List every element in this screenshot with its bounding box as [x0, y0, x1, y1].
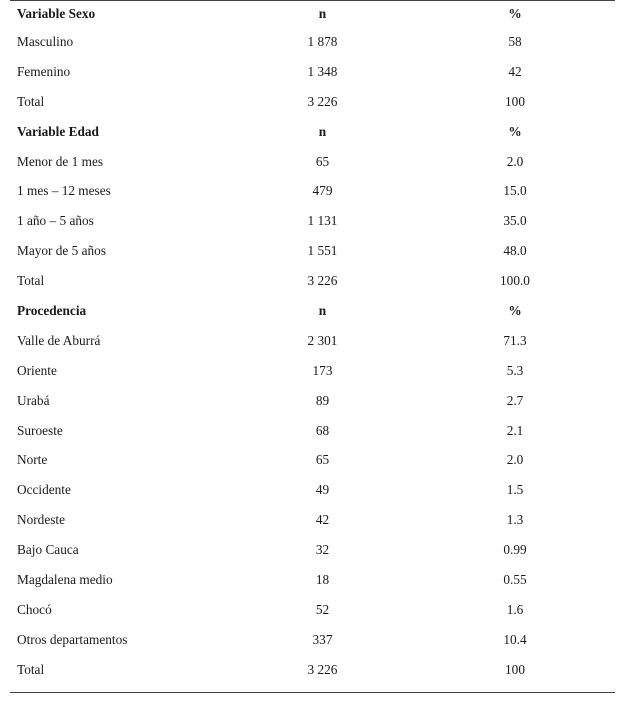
- row-n: 49: [315, 482, 330, 498]
- row-n: 3 226: [307, 93, 338, 109]
- row-n: 337: [312, 631, 333, 647]
- column-header-pct: %: [508, 6, 522, 21]
- row-pct: 0.55: [503, 571, 527, 587]
- row-pct: 2.7: [506, 392, 524, 408]
- row-pct: 48.0: [503, 243, 527, 259]
- row-pct: 2.0: [506, 153, 524, 169]
- row-n: 65: [315, 153, 330, 169]
- column-header-pct: %: [508, 302, 522, 318]
- row-label: Otros departamentos: [17, 631, 128, 647]
- row-n: 32: [315, 542, 330, 558]
- row-pct: 100: [505, 93, 525, 109]
- row-n: 1 348: [307, 63, 338, 79]
- row-pct: 58: [508, 33, 522, 49]
- table-row: [10, 565, 615, 595]
- section-header-procedencia: [10, 296, 615, 326]
- section-header-sexo: [10, 1, 615, 27]
- table-row: [10, 57, 615, 87]
- row-n: 18: [315, 571, 330, 587]
- row-label: Femenino: [17, 63, 71, 79]
- section-header-edad: [10, 117, 615, 147]
- row-pct: 2.0: [506, 452, 524, 468]
- row-label: Magdalena medio: [17, 571, 113, 587]
- row-n: 65: [315, 452, 330, 468]
- column-header-n: n: [318, 123, 327, 139]
- table-row: [10, 445, 615, 475]
- row-n: 1 551: [307, 243, 338, 259]
- row-pct: 1.3: [506, 512, 524, 528]
- row-label: Occidente: [17, 482, 71, 498]
- row-label: Mayor de 5 años: [17, 243, 106, 259]
- row-label: Menor de 1 mes: [17, 153, 104, 169]
- row-label: Masculino: [17, 33, 74, 49]
- row-pct: 5.3: [506, 362, 524, 378]
- row-pct: 42: [508, 63, 522, 79]
- section-header-label: Variable Edad: [17, 123, 99, 139]
- row-label: Total: [17, 93, 45, 109]
- table-row: [10, 595, 615, 625]
- row-n: 3 226: [307, 661, 338, 677]
- row-label: Oriente: [17, 362, 57, 378]
- row-n: 173: [312, 362, 333, 378]
- table-row: [10, 147, 615, 177]
- column-header-pct: %: [508, 123, 522, 139]
- table-row: [10, 356, 615, 386]
- row-pct: 71.3: [503, 332, 527, 348]
- section-header-label: Procedencia: [17, 302, 87, 318]
- table-row: [10, 176, 615, 206]
- row-label: Suroeste: [17, 422, 63, 438]
- row-pct: 10.4: [503, 631, 527, 647]
- row-pct: 1.5: [506, 482, 524, 498]
- row-label: Norte: [17, 452, 48, 468]
- row-n: 479: [312, 183, 333, 199]
- row-n: 68: [315, 422, 330, 438]
- row-pct: 0.99: [503, 542, 527, 558]
- table-row: [10, 27, 615, 57]
- row-pct: 100: [505, 661, 525, 677]
- row-n: 1 131: [307, 213, 338, 229]
- table-row: [10, 206, 615, 236]
- row-pct: 35.0: [503, 213, 527, 229]
- column-header-n: n: [318, 6, 327, 21]
- column-header-n: n: [318, 302, 327, 318]
- table-row: [10, 416, 615, 446]
- data-table-container: [10, 0, 615, 693]
- table-row: [10, 87, 615, 117]
- table-row: [10, 655, 615, 685]
- row-n: 1 878: [307, 33, 338, 49]
- row-pct: 1.6: [506, 601, 524, 617]
- row-label: Total: [17, 273, 45, 289]
- table-row: [10, 625, 615, 655]
- row-pct: 2.1: [506, 422, 524, 438]
- row-label: Chocó: [17, 601, 52, 617]
- row-n: 2 301: [307, 332, 338, 348]
- table-row: [10, 475, 615, 505]
- row-n: 3 226: [307, 273, 338, 289]
- row-label: 1 mes – 12 meses: [17, 183, 111, 199]
- table-row: [10, 386, 615, 416]
- row-label: 1 año – 5 años: [17, 213, 94, 229]
- row-label: Urabá: [17, 392, 50, 408]
- row-label: Bajo Cauca: [17, 542, 79, 558]
- table-row: [10, 535, 615, 565]
- row-n: 52: [315, 601, 330, 617]
- row-pct: 15.0: [503, 183, 527, 199]
- section-header-label: Variable Sexo: [17, 6, 96, 21]
- data-table: [10, 1, 615, 685]
- table-row: [10, 266, 615, 296]
- row-label: Nordeste: [17, 512, 65, 528]
- row-pct: 100.0: [500, 273, 530, 289]
- row-n: 89: [315, 392, 330, 408]
- row-n: 42: [315, 512, 330, 528]
- row-label: Total: [17, 661, 45, 677]
- table-row: [10, 505, 615, 535]
- row-label: Valle de Aburrá: [17, 332, 101, 348]
- table-row: [10, 236, 615, 266]
- table-row: [10, 326, 615, 356]
